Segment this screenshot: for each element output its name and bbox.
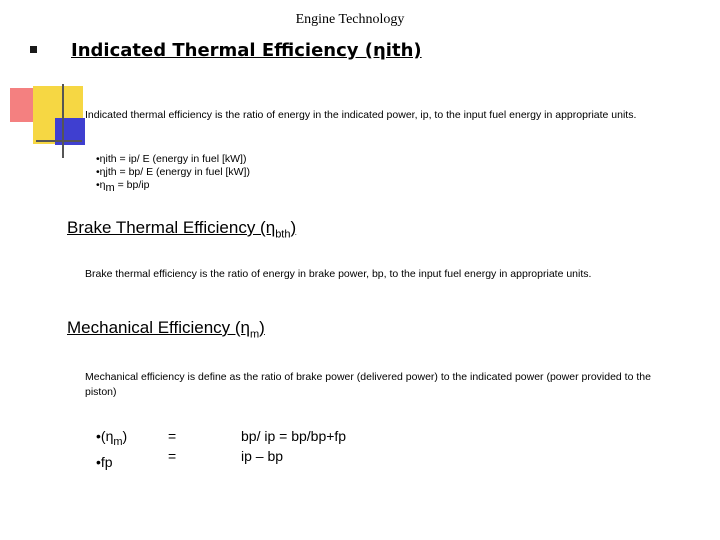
equals-sign: = (168, 448, 177, 464)
title-suffix: ) (290, 218, 297, 237)
page-header: Engine Technology (295, 12, 405, 27)
title-prefix: Mechanical Efficiency (η (67, 318, 250, 337)
equation-right-2: ip – bp (241, 448, 284, 464)
equation-left-2: •fp (96, 453, 113, 470)
indicated-definition: Indicated thermal efficiency is the ratio of energy in the indicated power, ip, to the input fuel energy in appropriate units. (85, 109, 637, 121)
indicated-formula-list (96, 153, 250, 195)
formula-item: •ηjth = bp/ E (energy in fuel [kW]) (96, 166, 250, 178)
equation-left-column (96, 426, 127, 472)
eq-subscript: m (113, 435, 123, 448)
title-subscript: m (250, 328, 260, 341)
decorative-vertical-line (62, 84, 64, 158)
section-title-brake (67, 218, 296, 240)
formula-item (96, 179, 250, 195)
equation-right-column (241, 426, 346, 466)
title-suffix: ) (259, 318, 265, 337)
mechanical-definition: Mechanical efficiency is define as the ratio of brake power (delivered power) to the indicated power (power provided to the piston) (85, 371, 651, 398)
equals-sign: = (168, 428, 177, 444)
formula-suffix: = bp/ip (114, 179, 150, 191)
eq-suffix: ) (122, 428, 128, 444)
formula-prefix: •η (96, 179, 106, 191)
formula-subscript: m (105, 182, 115, 195)
eq-prefix: •(η (96, 428, 114, 444)
section-title-mechanical (67, 318, 265, 340)
formula-item: •ηith = ip/ E (energy in fuel [kW]) (96, 153, 247, 165)
equation-left-1 (96, 426, 127, 452)
square-bullet-icon (30, 46, 37, 53)
title-subscript: bth (275, 228, 291, 241)
decorative-horizontal-line (36, 140, 82, 142)
equation-right-1: bp/ ip = bp/bp+fp (241, 428, 347, 444)
section-title-indicated: Indicated Thermal Efficiency (ηith) (71, 40, 422, 61)
equation-mid-column (168, 426, 176, 466)
brake-definition: Brake thermal efficiency is the ratio of energy in brake power, bp, to the input fuel energy in appropriate units. (85, 268, 592, 280)
title-prefix: Brake Thermal Efficiency (η (67, 218, 276, 237)
